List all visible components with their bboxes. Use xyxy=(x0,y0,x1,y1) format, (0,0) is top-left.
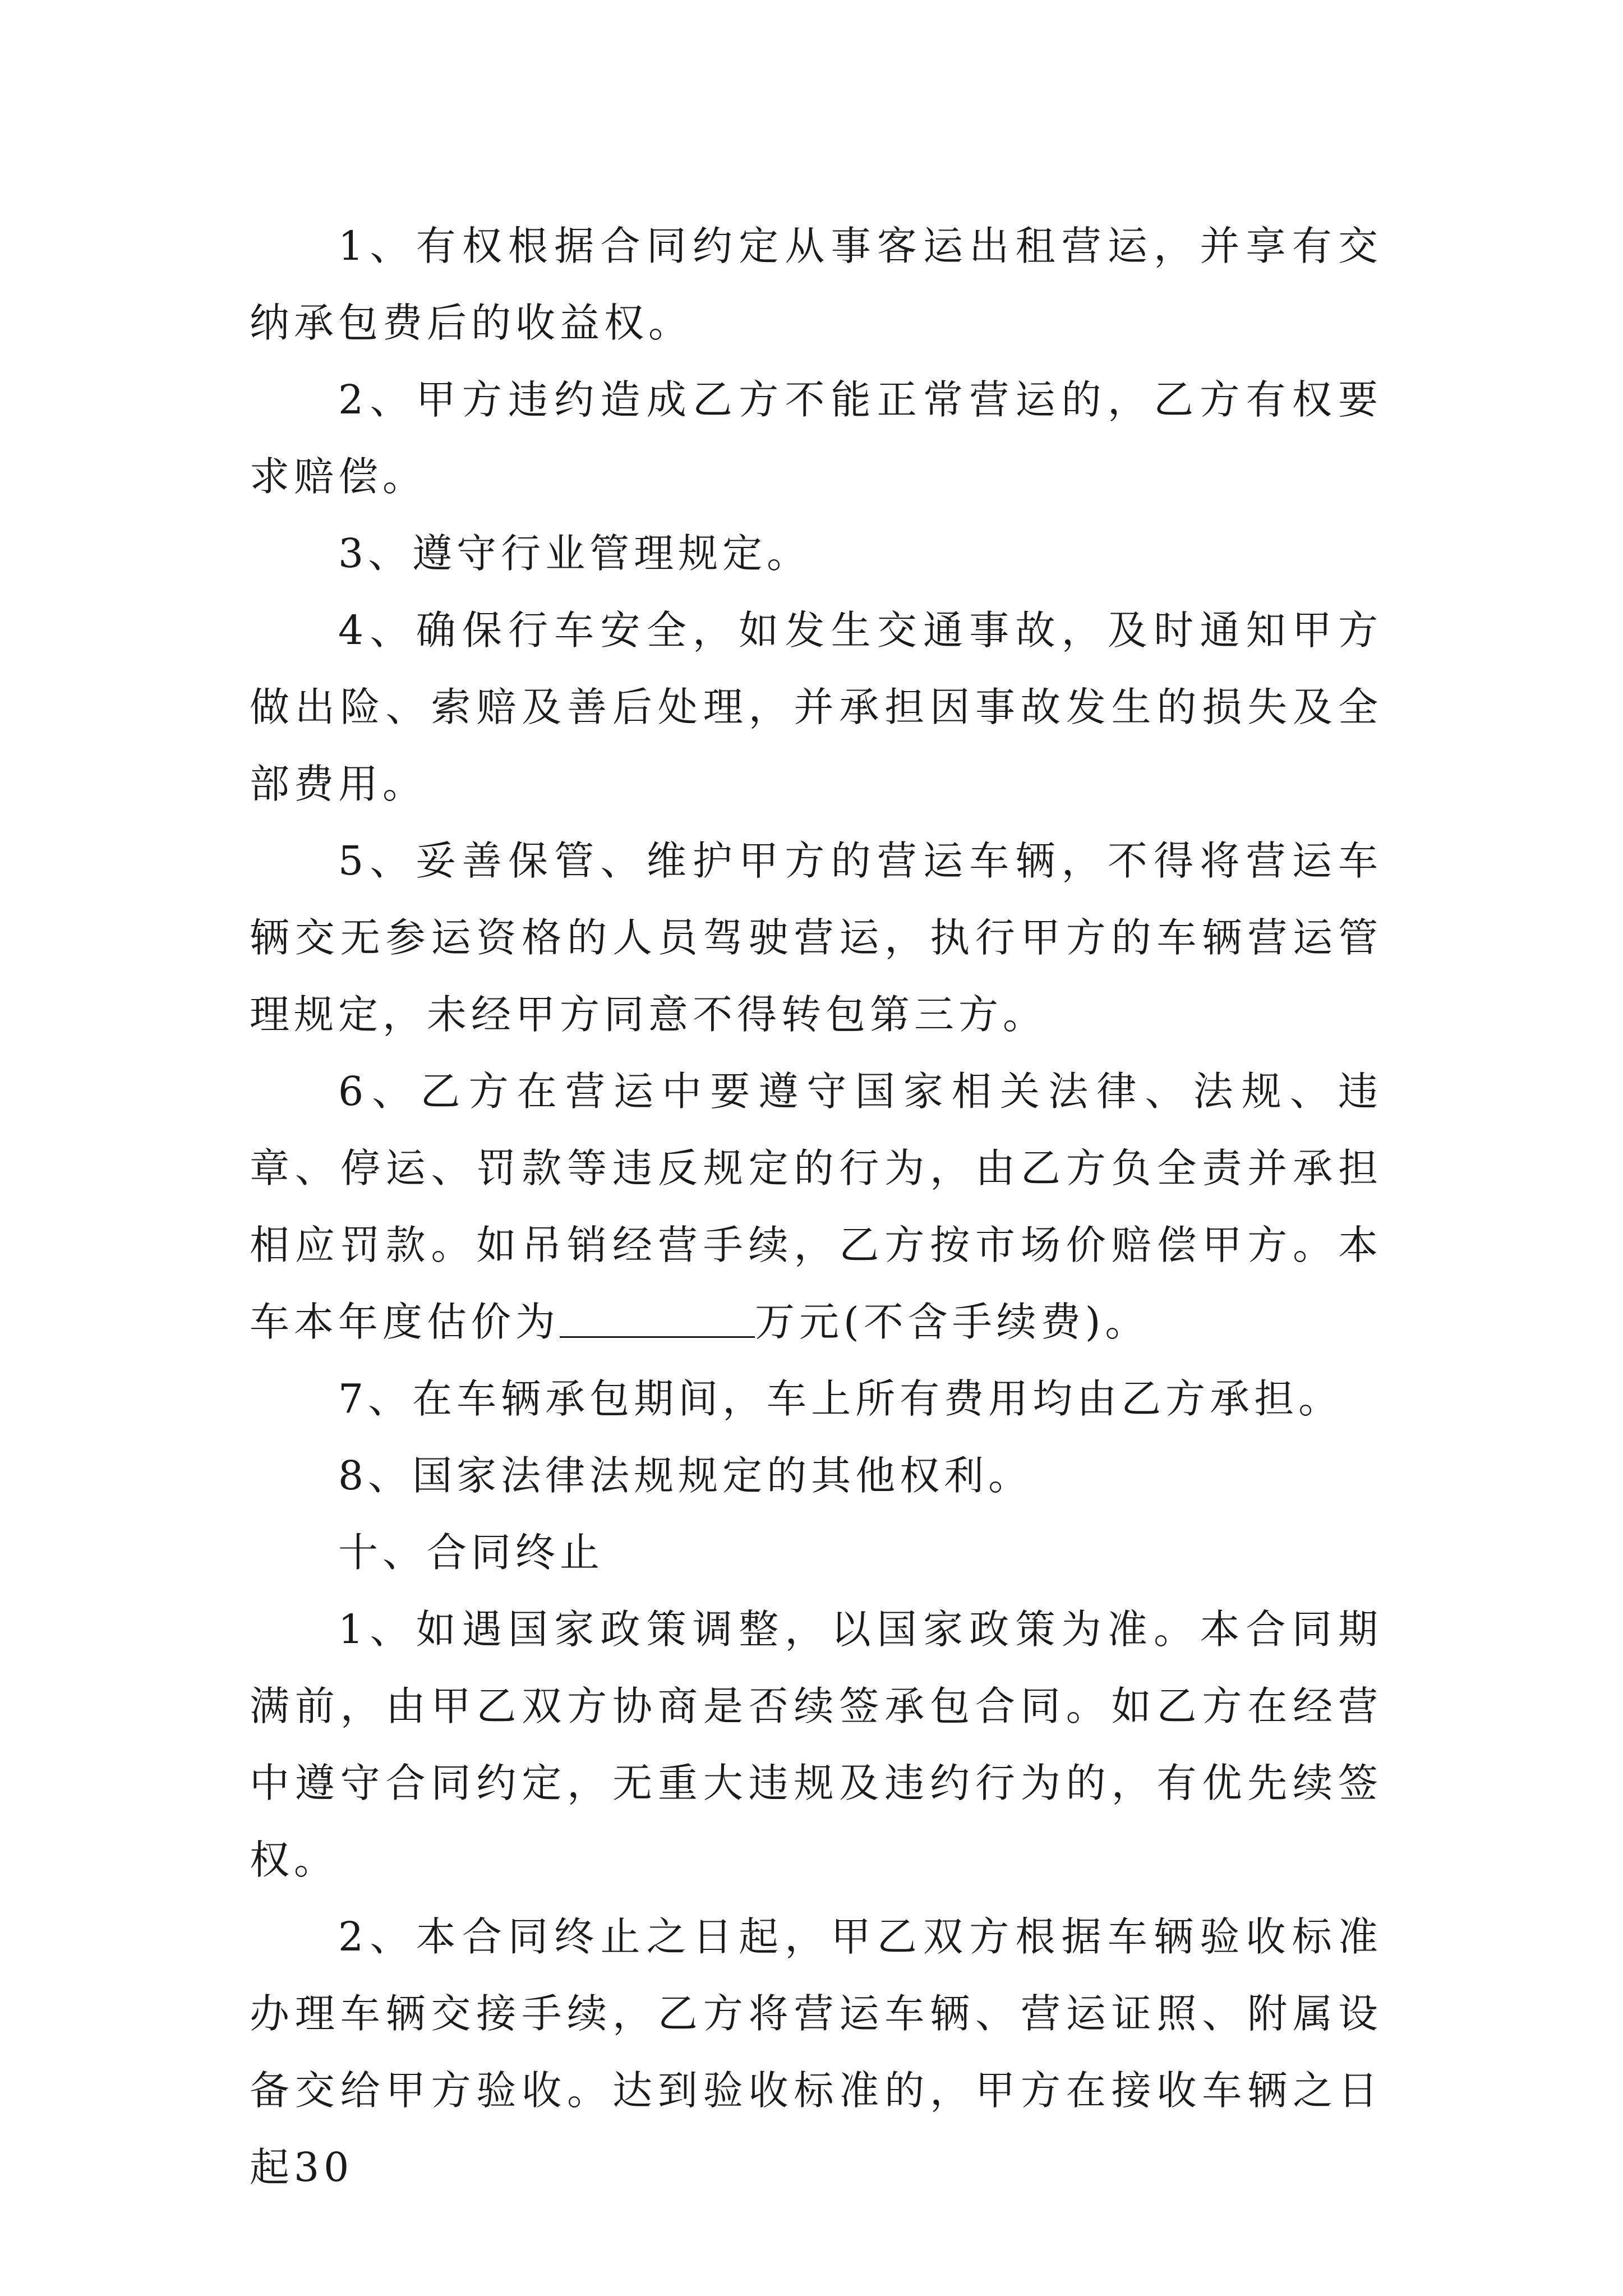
paragraph-termination-2: 2、本合同终止之日起，甲乙双方根据车辆验收标准办理车辆交接手续，乙方将营运车辆、营运证照、附属设备交给甲方验收。达到验收标准的，甲方在接收车辆之日起30 xyxy=(250,1913,1382,2191)
paragraph-right-6 xyxy=(250,1053,1382,1360)
fill-in-blank xyxy=(560,1291,755,1338)
paragraph-right-8: 8、国家法律法规规定的其他权利。 xyxy=(338,1452,1033,1499)
paragraph-right-5: 5、妥善保管、维护甲方的营运车辆，不得将营运车辆交无参运资格的人员驾驶营运，执行甲方的车辆营运管理规定，未经甲方同意不得转包第三方。 xyxy=(250,838,1382,1038)
paragraph-termination-1: 1、如遇国家政策调整，以国家政策为准。本合同期满前，由甲乙双方协商是否续签承包合同。如乙方在经营中遵守合同约定，无重大违规及违约行为的，有优先续签权。 xyxy=(250,1606,1382,1883)
paragraph-6-text-after: 万元(不含手续费)。 xyxy=(755,1299,1150,1345)
paragraph-6-text-before: 6、乙方在营运中要遵守国家相关法律、法规、违章、停运、罚款等违反规定的行为，由乙方负全责并承担相应罚款。如吊销经营手续，乙方按市场价赔偿甲方。本车本年度估价为 xyxy=(250,1068,1382,1345)
document-body xyxy=(250,208,1382,2206)
paragraph-right-1: 1、有权根据合同约定从事客运出租营运，并享有交纳承包费后的收益权。 xyxy=(250,223,1382,346)
paragraph-right-2: 2、甲方违约造成乙方不能正常营运的，乙方有权要求赔偿。 xyxy=(250,376,1382,500)
paragraph-right-3: 3、遵守行业管理规定。 xyxy=(338,530,811,577)
section-heading-termination: 十、合同终止 xyxy=(338,1529,605,1576)
paragraph-right-7: 7、在车辆承包期间，车上所有费用均由乙方承担。 xyxy=(338,1375,1343,1422)
paragraph-right-4: 4、确保行车安全，如发生交通事故，及时通知甲方做出险、索赔及善后处理，并承担因事故发生的损失及全部费用。 xyxy=(250,607,1382,807)
